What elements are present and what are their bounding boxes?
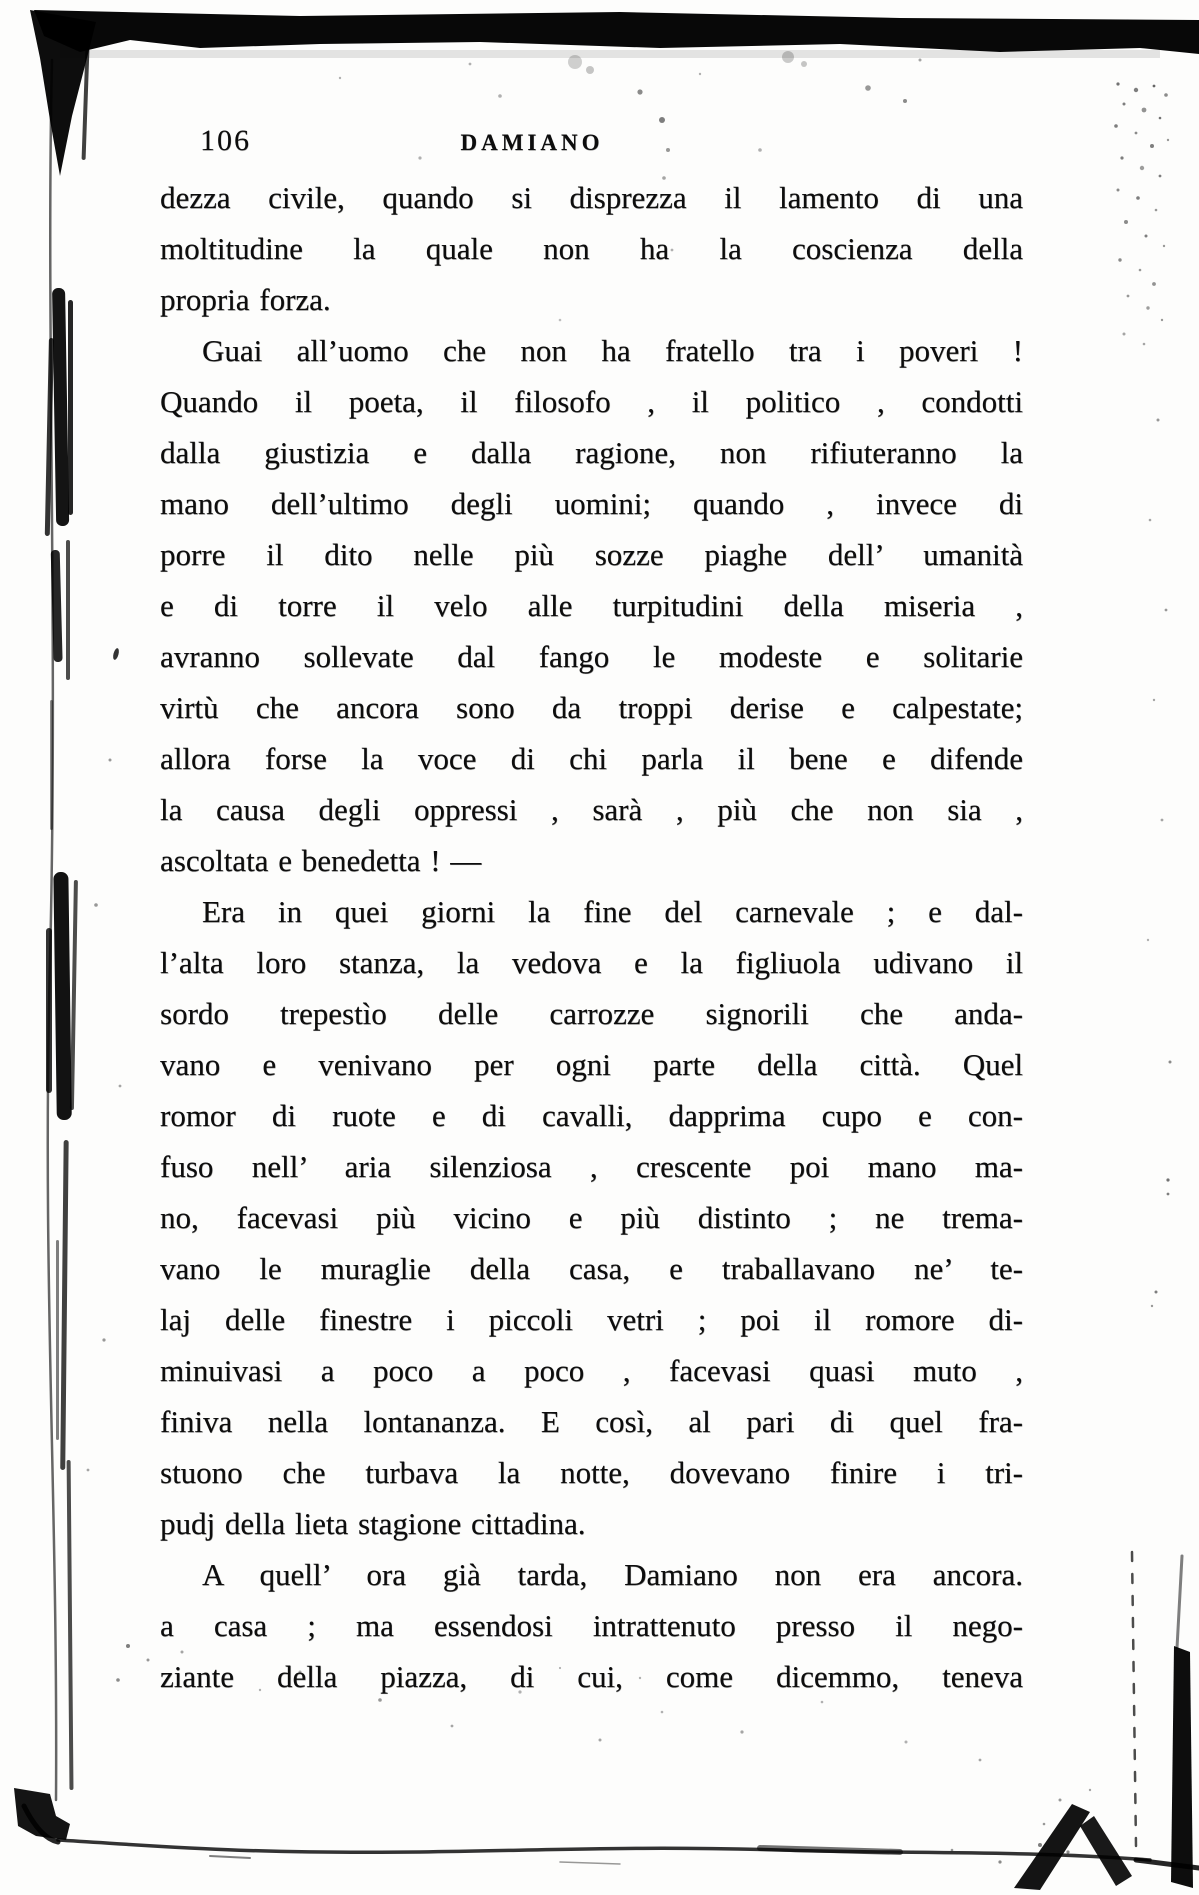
page-body [160,116,1023,1702]
text-line: mano dell’ultimo degli uomini; quando , invece di [160,486,1023,521]
text-line: Guai all’uomo che non ha fratello tra i poveri ! [202,333,1023,368]
text-line: ziante della piazza, di cui, come dicemmo, teneva [160,1659,1023,1694]
text-line: ascoltata e benedetta ! — [160,843,482,878]
text-line: propria forza. [160,282,331,317]
page-text [160,172,1023,1702]
text-line: dalla giustizia e dalla ragione, non rifiuteranno la [160,435,1023,470]
text-line: fuso nell’ aria silenziosa , crescente poi mano ma- [160,1149,1023,1184]
text-line: moltitudine la quale non ha la coscienza della [160,231,1023,266]
running-title: DAMIANO [460,130,604,155]
text-line: sordo trepestìo delle carrozze signorili che anda- [160,996,1023,1031]
text-line: finiva nella lontananza. E così, al pari di quel fra- [160,1404,1023,1439]
text-line: romor di ruote e di cavalli, dapprima cupo e con- [160,1098,1023,1133]
text-line: porre il dito nelle più sozze piaghe dell’ umanità [160,537,1023,572]
text-line: Quando il poeta, il filosofo , il politico , condotti [160,384,1023,419]
text-line: dezza civile, quando si disprezza il lamento di una [160,180,1023,215]
text-line: la causa degli oppressi , sarà , più che non sia , [160,792,1023,827]
text-line: stuono che turbava la notte, dovevano finire i tri- [160,1455,1023,1490]
text-line: allora forse la voce di chi parla il bene e difende [160,741,1023,776]
text-line: a casa ; ma essendosi intrattenuto presso il nego- [160,1608,1023,1643]
text-line: minuivasi a poco a poco , facevasi quasi muto , [160,1353,1023,1388]
text-line: pudj della lieta stagione cittadina. [160,1506,586,1541]
text-line: laj delle finestre i piccoli vetri ; poi il romore di- [160,1302,1023,1337]
text-line: no, facevasi più vicino e più distinto ; ne trema- [160,1200,1023,1235]
page-header [160,116,1023,172]
text-line: Era in quei giorni la fine del carnevale ; e dal- [202,894,1023,929]
page-number: 106 [200,124,251,157]
text-line: A quell’ ora già tarda, Damiano non era ancora. [202,1557,1023,1592]
text-line: e di torre il velo alle turpitudini della miseria , [160,588,1023,623]
text-line: virtù che ancora sono da troppi derise e calpestate; [160,690,1023,725]
text-line: l’alta loro stanza, la vedova e la figliuola udivano il [160,945,1023,980]
text-line: vano le muraglie della casa, e traballavano ne’ te- [160,1251,1023,1286]
text-line: vano e venivano per ogni parte della città. Quel [160,1047,1023,1082]
text-line: avranno sollevate dal fango le modeste e solitarie [160,639,1023,674]
